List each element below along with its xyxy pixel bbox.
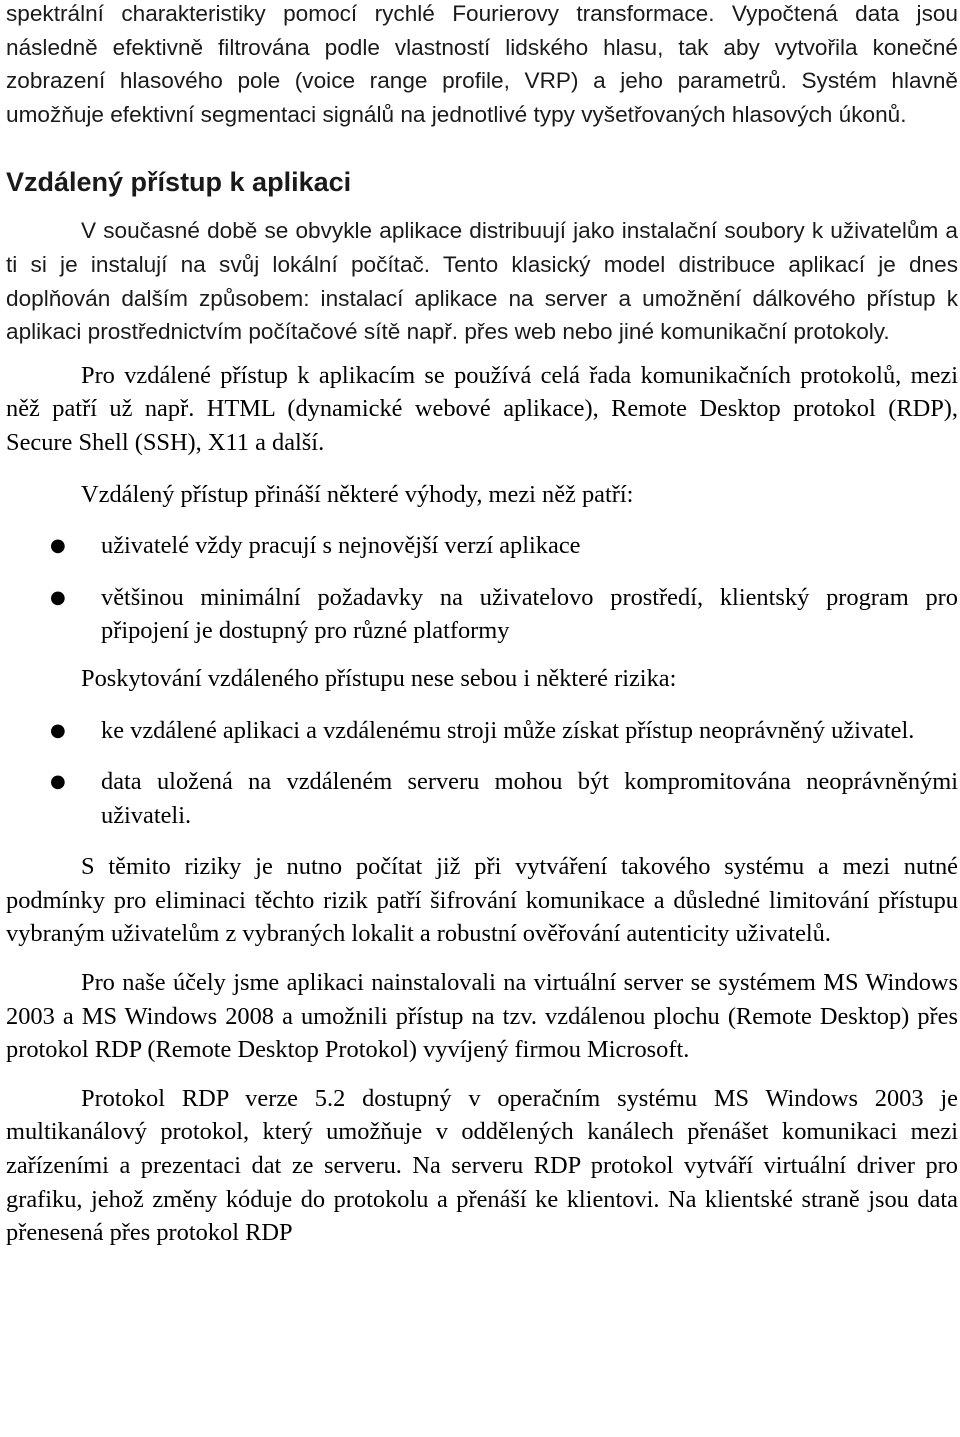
bullet-icon: ● — [50, 719, 66, 741]
paragraph-distribution: V současné době se obvykle aplikace distribuují jako instalační soubory k uživatelům a ti si je instalují na svůj lokální počítač. Tento klasický model distribuce aplikací je dnes doplňován dalším způsobem: instalací aplikace na server a umožnění dálkového přístup k aplikaci prostřednictvím počítačové sítě např. přes web nebo jiné komunikační protokoly. — [6, 218, 958, 345]
risks-list — [6, 714, 958, 833]
list-item — [6, 581, 958, 648]
paragraph-risks: S těmito riziky je nutno počítat již při vytváření takového systému a mezi nutné podmínky pro eliminaci těchto rizik patří šifrování komunikace a důsledné limitování přístupu vybraným uživatelům z vybraných lokalit a robustní ověřování autenticity uživatelů. — [6, 853, 958, 948]
intro-paragraph: spektrální charakteristiky pomocí rychlé Fourierovy transformace. Vypočtená data jsou následně efektivně filtrována podle vlastností lidského hlasu, tak aby vytvořila konečné zobrazení hlasového pole (voice range profile, VRP) a jeho parametrů. Systém hlavně umožňuje efektivní segmentaci signálů na jednotlivé typy vyšetřovaných hlasových úkonů. — [6, 1, 958, 127]
bullet-icon: ● — [50, 586, 66, 608]
advantages-intro: Vzdálený přístup přináší některé výhody, mezi něž patří: — [81, 480, 634, 508]
list-item-text: uživatelé vždy pracují s nejnovější verzí aplikace — [101, 532, 581, 560]
paragraph-setup: Pro naše účely jsme aplikaci nainstalovali na virtuální server se systémem MS Windows 2003 a MS Windows 2008 a umožnili přístup na tzv. vzdálenou plochu (Remote Desktop) přes protokol RDP (Remote Desktop Protokol) vyvíjený firmou Microsoft. — [6, 969, 958, 1064]
paragraph-protocols: Pro vzdálené přístup k aplikacím se používá celá řada komunikačních protokolů, mezi něž patří už např. HTML (dynamické webové aplikace), Remote Desktop protokol (RDP), Secure Shell (SSH), X11 a další. — [6, 361, 958, 456]
paragraph-rdp: Protokol RDP verze 5.2 dostupný v operačním systému MS Windows 2003 je multikanálový protokol, který umožňuje v oddělených kanálech přenášet komunikaci mezi zařízeními a prezentaci dat ze serveru. Na serveru RDP protokol vytváří virtuální driver pro grafiku, jehož změny kóduje do protokolu a přenáší ke klientovi. Na klientské straně jsou data přenesená přes protokol RDP — [6, 1084, 958, 1247]
section-heading: Vzdálený přístup k aplikaci — [6, 167, 352, 198]
document-page — [6, 0, 958, 1250]
list-item-text: většinou minimální požadavky na uživatelovo prostředí, klientský program pro připojení je dostupný pro různé platformy — [101, 583, 958, 645]
list-item-text: data uložená na vzdáleném serveru mohou být kompromitována neoprávněnými uživateli. — [101, 768, 958, 829]
risks-intro: Poskytování vzdáleného přístupu nese sebou i některé rizika: — [81, 664, 677, 692]
list-item — [6, 765, 958, 832]
bullet-icon: ● — [50, 771, 66, 793]
list-item — [6, 529, 958, 563]
list-item — [6, 714, 958, 748]
bullet-icon: ● — [50, 535, 66, 557]
advantages-list — [6, 529, 958, 648]
list-item-text: ke vzdálené aplikaci a vzdálenému stroji může získat přístup neoprávněný uživatel. — [101, 716, 915, 744]
